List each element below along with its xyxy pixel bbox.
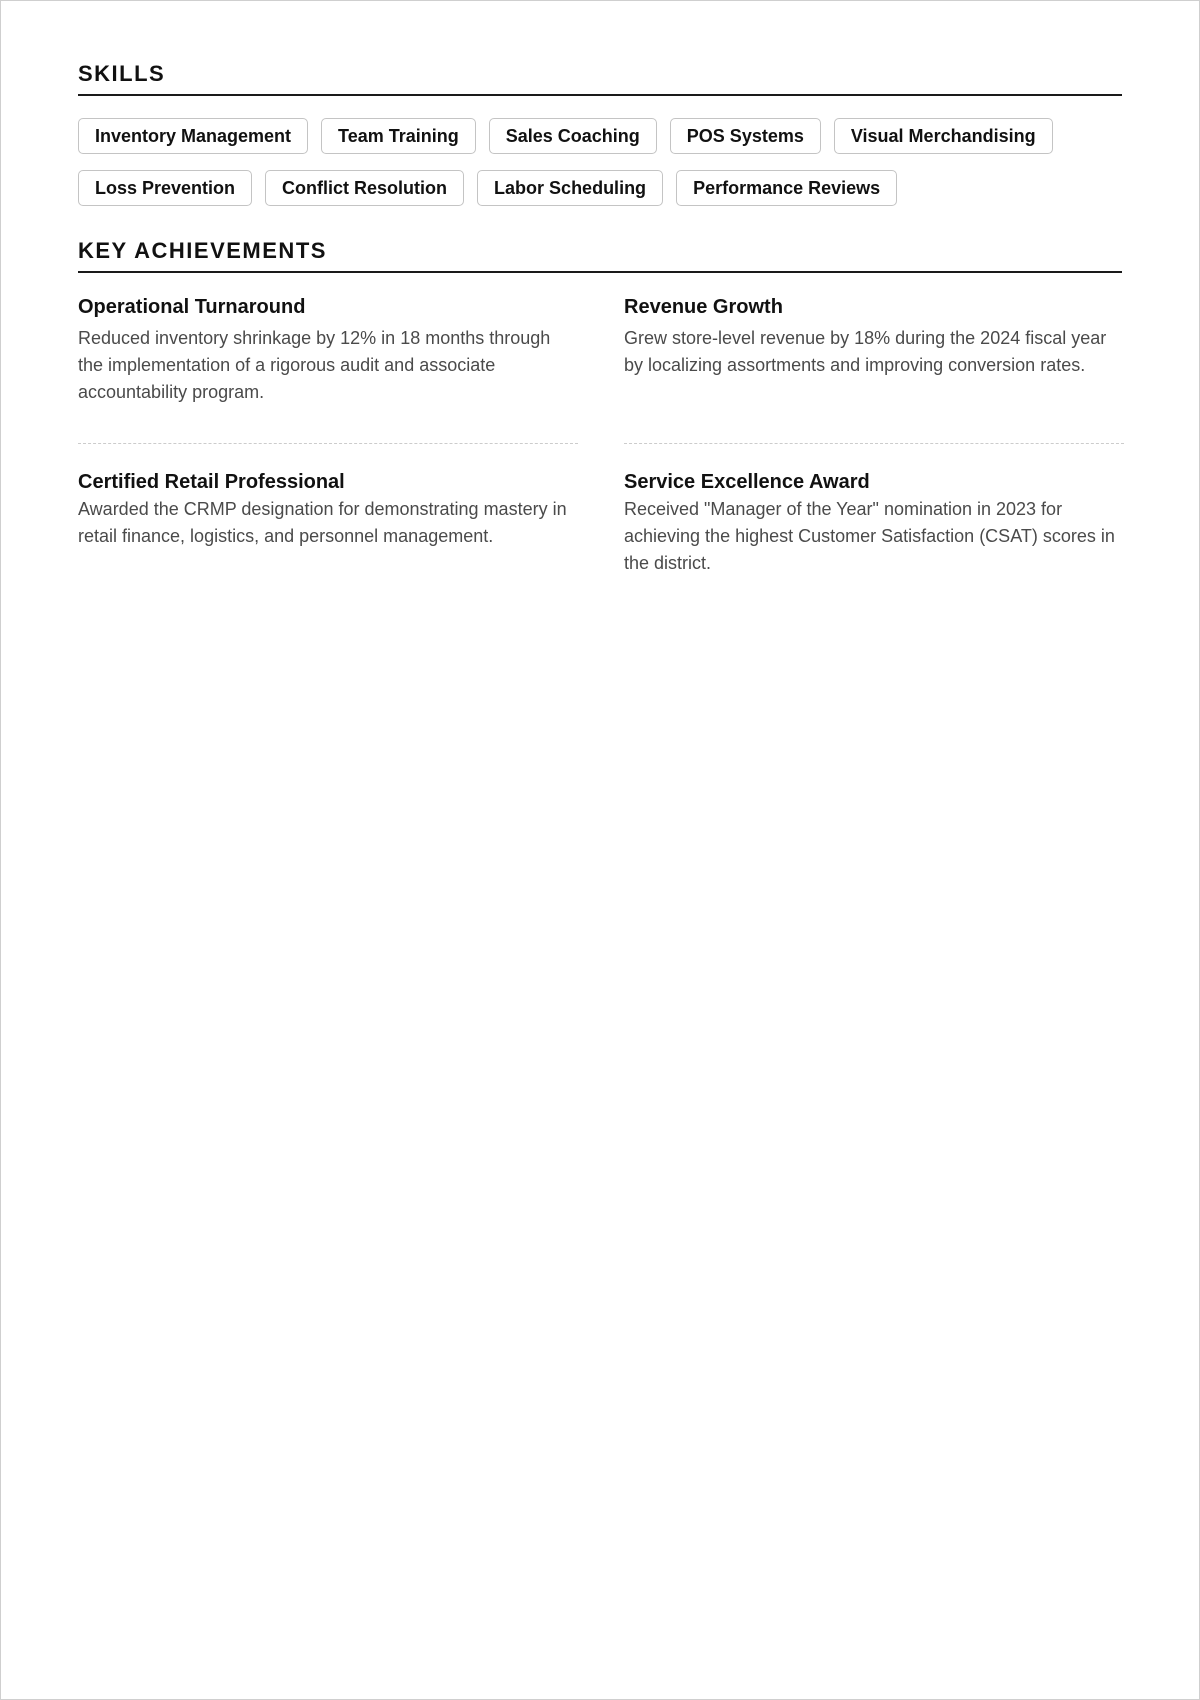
skill-tag: Inventory Management — [78, 118, 308, 154]
skill-tag: Performance Reviews — [676, 170, 897, 206]
skill-tag: POS Systems — [670, 118, 821, 154]
achievements-grid — [78, 295, 1122, 607]
achievements-section — [78, 238, 1122, 607]
skill-tag: Labor Scheduling — [477, 170, 663, 206]
achievement-item — [624, 470, 1124, 607]
skill-tag: Loss Prevention — [78, 170, 252, 206]
achievement-title: Revenue Growth — [624, 296, 783, 318]
achievement-description: Reduced inventory shrinkage by 12% in 18 months through the implementation of a rigorous audit and associate accountability program. — [78, 328, 551, 402]
achievement-item — [78, 470, 578, 607]
achievement-title: Operational Turnaround — [78, 296, 306, 318]
skills-heading: SKILLS — [78, 61, 1122, 96]
achievement-description: Grew store-level revenue by 18% during the 2024 fiscal year by localizing assortments and improving conversion rates. — [624, 328, 1107, 375]
achievement-title: Service Excellence Award — [624, 471, 870, 493]
skill-tag: Team Training — [321, 118, 476, 154]
skills-section — [78, 61, 1122, 206]
skill-tag: Visual Merchandising — [834, 118, 1053, 154]
achievement-description: Awarded the CRMP designation for demonstrating mastery in retail finance, logistics, and personnel management. — [78, 499, 567, 546]
achievements-heading: KEY ACHIEVEMENTS — [78, 238, 1122, 273]
achievement-item — [624, 295, 1124, 444]
skill-tag: Sales Coaching — [489, 118, 657, 154]
achievement-description: Received "Manager of the Year" nomination in 2023 for achieving the highest Customer Satisfaction (CSAT) scores in the district. — [624, 499, 1115, 573]
achievement-item — [78, 295, 578, 444]
skill-tag: Conflict Resolution — [265, 170, 464, 206]
skills-list — [78, 118, 1122, 206]
achievement-title: Certified Retail Professional — [78, 471, 345, 493]
